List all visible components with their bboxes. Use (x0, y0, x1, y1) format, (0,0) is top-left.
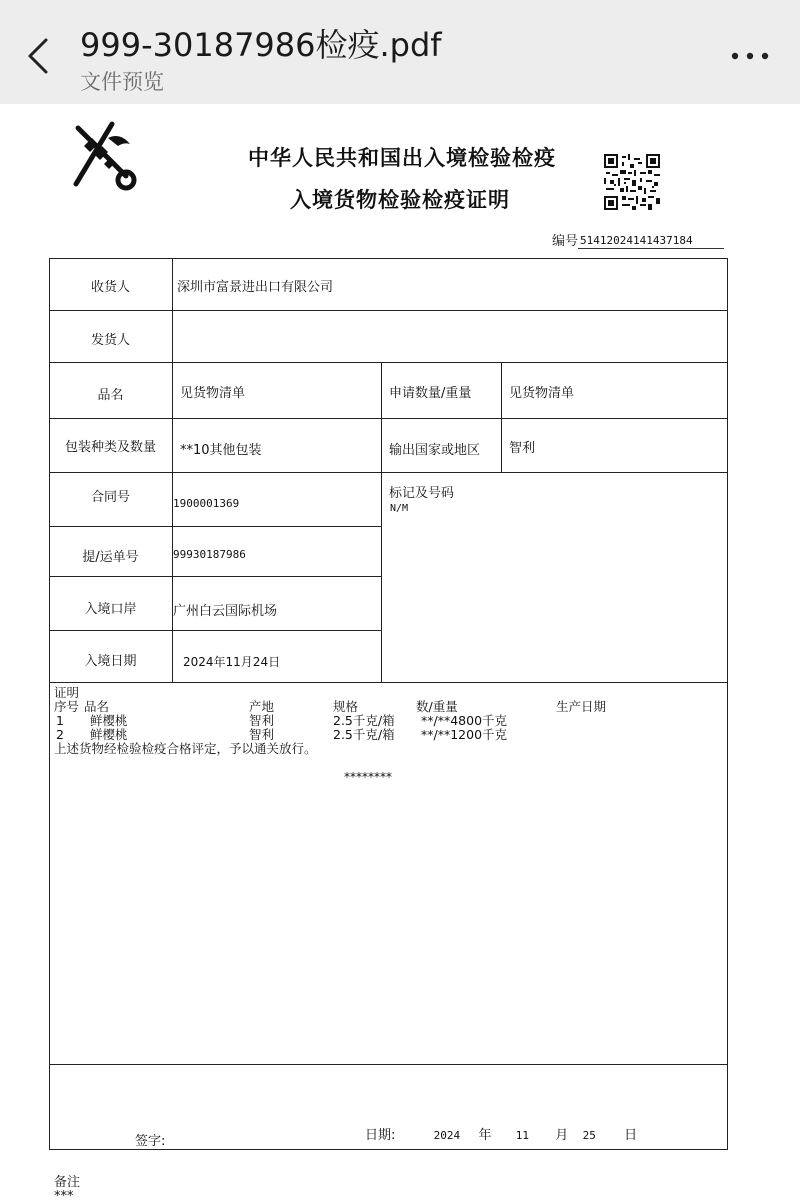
quantity-value: 见货物清单 (509, 386, 575, 401)
row-divider (49, 418, 728, 419)
row-divider (49, 362, 728, 363)
row-divider (49, 1064, 728, 1065)
back-button[interactable] (18, 30, 58, 82)
origin-country-value: 智利 (509, 441, 536, 456)
app-bar (0, 0, 800, 104)
consignee-value: 深圳市富景进出口有限公司 (177, 280, 334, 295)
row-divider (49, 526, 382, 527)
certificate-form (49, 258, 728, 1204)
remarks-value: *** (54, 1189, 74, 1204)
column-header: 产地 (249, 699, 275, 714)
more-horizontal-icon (730, 51, 770, 61)
issue-date-year-unit: 年 (478, 1128, 492, 1143)
entry-port-label: 入境口岸 (84, 602, 137, 617)
issue-date-day-unit: 日 (624, 1128, 638, 1143)
clearance-statement: 上述货物经检验检疫合格评定，予以通关放行。 (54, 741, 317, 756)
contract-label: 合同号 (90, 490, 130, 505)
entry-date-value: 2024年11月24日 (183, 655, 281, 669)
entry-date-label: 入境日期 (84, 654, 137, 669)
column-header: 规格 (333, 699, 359, 714)
row-divider (49, 576, 382, 577)
package-label: 包装种类及数量 (64, 440, 156, 455)
document-title-line2: 入境货物检验检疫证明 (290, 187, 510, 212)
issue-date-month-unit: 月 (555, 1128, 569, 1143)
col-divider (501, 362, 502, 472)
serial-number (552, 230, 724, 249)
goods-table (54, 700, 714, 742)
contract-value: 1900001369 (173, 497, 240, 510)
issue-date (365, 1124, 637, 1143)
waybill-label: 提/运单号 (82, 550, 139, 565)
serial-value: 51412024141437184 (578, 234, 724, 249)
form-border-right (727, 258, 728, 1150)
issue-date-year: 2024 (433, 1129, 461, 1142)
package-value: **10其他包装 (180, 443, 262, 458)
marks-label: 标记及号码 (389, 486, 455, 501)
column-header: 生产日期 (556, 699, 607, 714)
row-number: 1 (56, 713, 64, 728)
row-origin: 智利 (249, 713, 275, 728)
row-product: 鲜樱桃 (90, 713, 128, 728)
consignor-label: 发货人 (90, 333, 130, 348)
consignee-label: 收货人 (90, 280, 130, 295)
certificate-heading: 证明 (54, 685, 80, 700)
document-title-line1: 中华人民共和国出入境检验检疫 (248, 145, 556, 170)
product-value: 见货物清单 (180, 386, 246, 401)
row-divider (49, 630, 382, 631)
qr-code-icon (604, 154, 660, 210)
more-button[interactable] (710, 38, 770, 74)
row-divider (49, 682, 728, 683)
row-number: 2 (56, 727, 64, 742)
row-origin: 智利 (249, 727, 275, 742)
product-label: 品名 (97, 388, 124, 403)
form-border-bottom (49, 1149, 728, 1150)
row-divider (49, 472, 728, 473)
column-header: 序号 (54, 699, 80, 714)
document-page (0, 104, 800, 1204)
remarks (54, 1176, 80, 1204)
row-product: 鲜樱桃 (90, 727, 128, 742)
certificate-stars: ******** (344, 770, 392, 784)
row-divider (49, 310, 728, 311)
file-title: 999-30187986检疫.pdf (80, 26, 442, 64)
issue-date-label: 日期: (365, 1128, 396, 1143)
column-header: 数/重量 (416, 699, 458, 714)
column-header: 品名 (84, 699, 110, 714)
issue-date-month: 11 (515, 1129, 529, 1142)
origin-country-label: 输出国家或地区 (389, 443, 481, 458)
row-quantity: **/**4800千克 (421, 713, 508, 728)
entry-port-value: 广州白云国际机场 (173, 604, 278, 619)
file-subtitle: 文件预览 (80, 70, 164, 94)
row-quantity: **/**1200千克 (421, 727, 508, 742)
chevron-left-icon (25, 36, 51, 76)
form-border-top (49, 258, 728, 259)
col-divider (381, 362, 382, 682)
issue-date-day: 25 (582, 1129, 596, 1142)
signature-label: 签字: (135, 1134, 166, 1149)
quantity-label: 申请数量/重量 (389, 386, 472, 401)
row-spec: 2.5千克/箱 (333, 727, 395, 742)
waybill-value: 99930187986 (173, 548, 246, 561)
remarks-label: 备注 (54, 1175, 81, 1190)
certificate-section (54, 685, 714, 784)
serial-label: 编号 (552, 234, 579, 249)
row-spec: 2.5千克/箱 (333, 713, 395, 728)
marks-value: N/M (390, 503, 409, 514)
